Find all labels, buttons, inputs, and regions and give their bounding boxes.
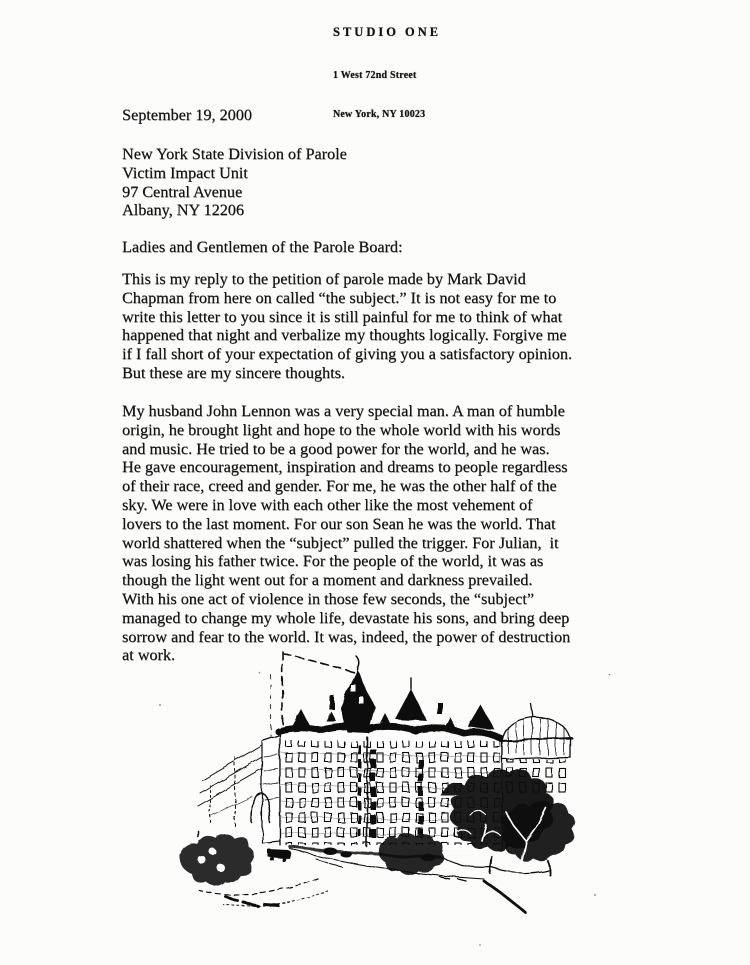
- letterhead: [333, 25, 441, 147]
- letterhead-address-line-2: New York, NY 10023: [333, 109, 426, 120]
- roofline-gables-sketch: [278, 656, 502, 739]
- recipient-address: New York State Division of Parole Victim Impact Unit 97 Central Avenue Albany, NY 12206: [122, 145, 347, 220]
- dakota-building-illustration: [140, 645, 640, 955]
- paragraph-1: This is my reply to the petition of parole made by Mark David Chapman from here on called “the subject.” It is not easy for me to write this letter to you since it is still painful for me to think of what happened that night and verbalize my thoughts logically. Forgive me if I fall short of your expectation of giving you a satisfactory opinion. But these are my sincere thoughts.: [122, 270, 572, 382]
- paragraph-2: My husband John Lennon was a very special man. A man of humble origin, he brought light and hope to the whole world with his words and music. He tried to be a good power for the world, and he was. He gave encouragement, inspiration and dreams to people regardless of their race, creed and gender. For me, he was the other half of the sky. We were in love with each other like the most vehement of lovers to the last moment. For our son Sean he was the world. That world shattered when the “subject” pulled the trigger. For Julian, it was losing his father twice. For the people of the world, it was as though the light went out for a moment and darkness prevailed. With his one act of violence in those few seconds, the “subject” managed to change my whole life, devastate his sons, and bring deep sorrow and fear to the world. It was, indeed, the power of destruction at work.: [122, 402, 571, 665]
- letterhead-address-line-1: 1 West 72nd Street: [333, 70, 417, 81]
- car-sketch: [268, 849, 291, 862]
- left-wing-sketch: [252, 735, 280, 843]
- salutation: Ladies and Gentlemen of the Parole Board:: [122, 238, 403, 256]
- letterhead-name: STUDIO ONE: [333, 25, 442, 39]
- left-bush-sketch: [180, 831, 254, 885]
- letter-date: September 19, 2000: [122, 106, 252, 124]
